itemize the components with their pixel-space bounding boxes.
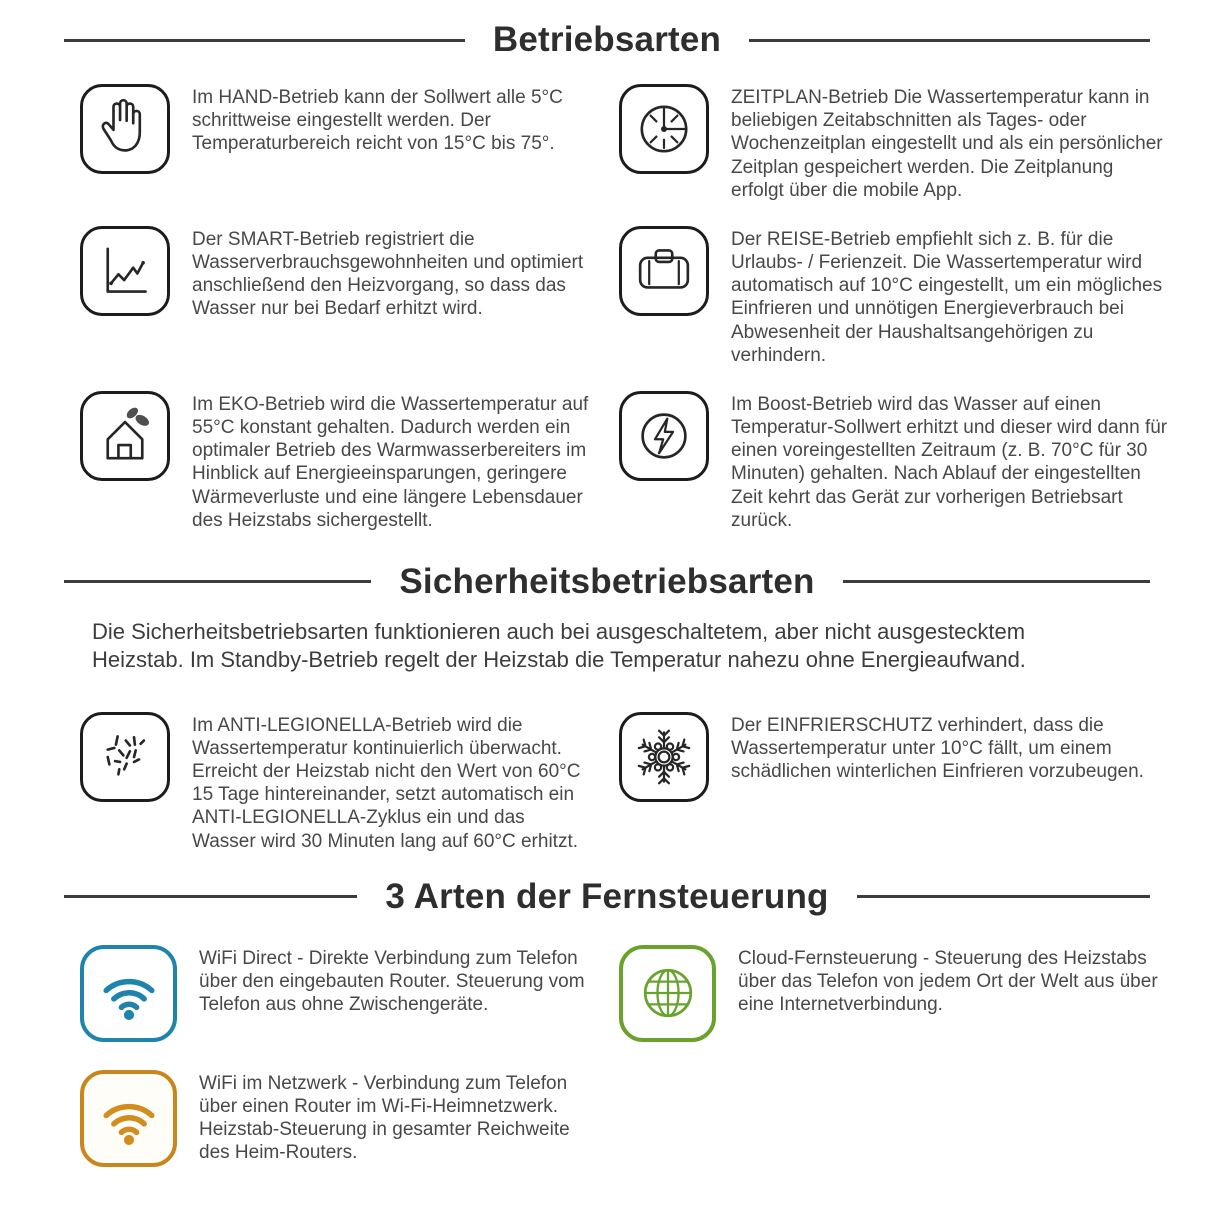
wifi-network-icon: [91, 1080, 167, 1156]
mode-item-reise-text: Der REISE-Betrieb empfiehlt sich z. B. für die Urlaubs- / Ferienzeit. Die Wassertemperatur wird automatisch auf 10°C eingestellt, um ein mögliches Einfrieren und unnötigen Energieverbrauch bei Abwesenheit der Haushaltsangehörigen zu verhindern.: [731, 228, 1163, 366]
mode-item-eko-text: Im EKO-Betrieb wird die Wassertemperatur auf 55°C konstant gehalten. Dadurch werden ein optimaler Betrieb des Warmwasserbereiters im Hinblick auf Energieeinsparungen, geringere Wärmeverluste und eine längere Lebensdauer des Heizstabs sichergestellt.: [192, 393, 589, 531]
wifi-direct-icon-tile: [80, 945, 177, 1042]
divider-line: [64, 39, 465, 42]
mode-item-reise: [607, 226, 1214, 367]
eco-house-icon: [88, 399, 162, 473]
mode-item-boost-text: Im Boost-Betrieb wird das Wasser auf einen Temperatur-Sollwert erhitzt und dieser wird dann für einen voreingestellten Zeitraum (z. B. 70°C für 30 Minuten) gehalten. Nach Ablauf der eingestellten Zeit kehrt das Gerät zur vorherigen Betriebsart zurück.: [731, 393, 1168, 531]
remote-item-cloud-text: Cloud-Fernsteuerung - Steuerung des Heizstabs über das Telefon von jedem Ort der Welt aus über eine Internetverbindung.: [738, 947, 1158, 1016]
divider-line: [749, 39, 1150, 42]
section-header-betriebsarten: [64, 20, 1150, 60]
suitcase-icon: [627, 234, 701, 308]
wifi-direct-icon: [91, 955, 167, 1031]
section-header-fernsteuerung: [64, 877, 1150, 917]
section-title-sicherheitsbetriebsarten: Sicherheitsbetriebsarten: [399, 561, 815, 601]
wifi-network-icon-tile: [80, 1070, 177, 1167]
remote-item-wifi-network-text: WiFi im Netzwerk - Verbindung zum Telefon über einen Router im Wi-Fi-Heimnetzwerk. Heizstab-Steuerung in gesamter Reichweite des Heim-Routers.: [199, 1072, 570, 1164]
mode-item-hand: [0, 84, 607, 174]
safety-item-anti-legionella-text: Im ANTI-LEGIONELLA-Betrieb wird die Wassertemperatur kontinuierlich überwacht. Erreicht der Heizstab nicht den Wert von 60°C 15 Tage hintereinander, setzt automatisch ein ANTI-LEGIONELLA-Zyklus ein und das Wasser wird 30 Minuten lang auf 60°C erhitzt.: [192, 714, 581, 852]
safety-grid: [0, 674, 1214, 853]
hand-icon: [88, 92, 162, 166]
boost-lightning-icon-tile: [619, 391, 709, 481]
modes-grid: [0, 60, 1214, 532]
divider-line: [64, 895, 357, 898]
divider-line: [64, 580, 371, 583]
snowflake-icon-tile: [619, 712, 709, 802]
safety-item-einfrierschutz: [607, 712, 1214, 802]
safety-item-anti-legionella: [0, 712, 607, 853]
section-title-fernsteuerung: 3 Arten der Fernsteuerung: [385, 876, 829, 916]
section-title-betriebsarten: Betriebsarten: [492, 20, 722, 59]
remote-item-wifi-direct-text: WiFi Direct - Direkte Verbindung zum Telefon über den eingebauten Router. Steuerung vom Telefon aus ohne Zwischengeräte.: [199, 947, 585, 1016]
divider-line: [843, 580, 1150, 583]
hand-icon-tile: [80, 84, 170, 174]
globe-icon-tile: [619, 945, 716, 1042]
globe-icon: [630, 955, 706, 1031]
mode-item-boost: [607, 391, 1214, 532]
bacteria-icon: [88, 720, 162, 794]
clock-icon-tile: [619, 84, 709, 174]
mode-item-smart-text: Der SMART-Betrieb registriert die Wasserverbrauchsgewohnheiten und optimiert anschließend den Heizvorgang, so dass das Wasser nur bei Bedarf erhitzt wird.: [192, 228, 584, 320]
section-header-sicherheitsbetriebsarten: [64, 562, 1150, 602]
safety-item-einfrierschutz-text: Der EINFRIERSCHUTZ verhindert, dass die Wassertemperatur unter 10°C fällt, um einem schädlichen winterlichen Einfrieren vorzubeugen.: [731, 714, 1144, 783]
mode-item-smart: [0, 226, 607, 321]
bacteria-icon-tile: [80, 712, 170, 802]
snowflake-icon: [627, 720, 701, 794]
clock-icon: [627, 92, 701, 166]
chart-icon: [88, 234, 162, 308]
remote-item-wifi-direct: [0, 945, 607, 1042]
mode-item-hand-text: Im HAND-Betrieb kann der Sollwert alle 5°C schrittweise eingestellt werden. Der Temperaturbereich reicht von 15°C bis 75°.: [192, 87, 563, 155]
divider-line: [857, 895, 1150, 898]
suitcase-icon-tile: [619, 226, 709, 316]
boost-lightning-icon: [627, 399, 701, 473]
remote-grid: [0, 917, 1214, 1167]
mode-item-zeitplan: [607, 84, 1214, 202]
mode-item-eko: [0, 391, 607, 532]
chart-icon-tile: [80, 226, 170, 316]
mode-item-zeitplan-text: ZEITPLAN-Betrieb Die Wassertemperatur kann in beliebigen Zeitabschnitten als Tages- oder Wochenzeitplan eingestellt und als ein persönlicher Zeitplan gespeichert werden. Die Zeitplanung erfolgt über die mobile App.: [731, 87, 1163, 201]
remote-item-cloud: [607, 945, 1214, 1042]
remote-item-wifi-network: [0, 1070, 607, 1167]
safety-intro-text: Die Sicherheitsbetriebsarten funktionieren auch bei ausgeschaltetem, aber nicht ausgestecktem Heizstab. Im Standby-Betrieb regelt der Heizstab die Temperatur nahezu ohne Energieaufwand.: [92, 618, 1026, 672]
eco-house-icon-tile: [80, 391, 170, 481]
